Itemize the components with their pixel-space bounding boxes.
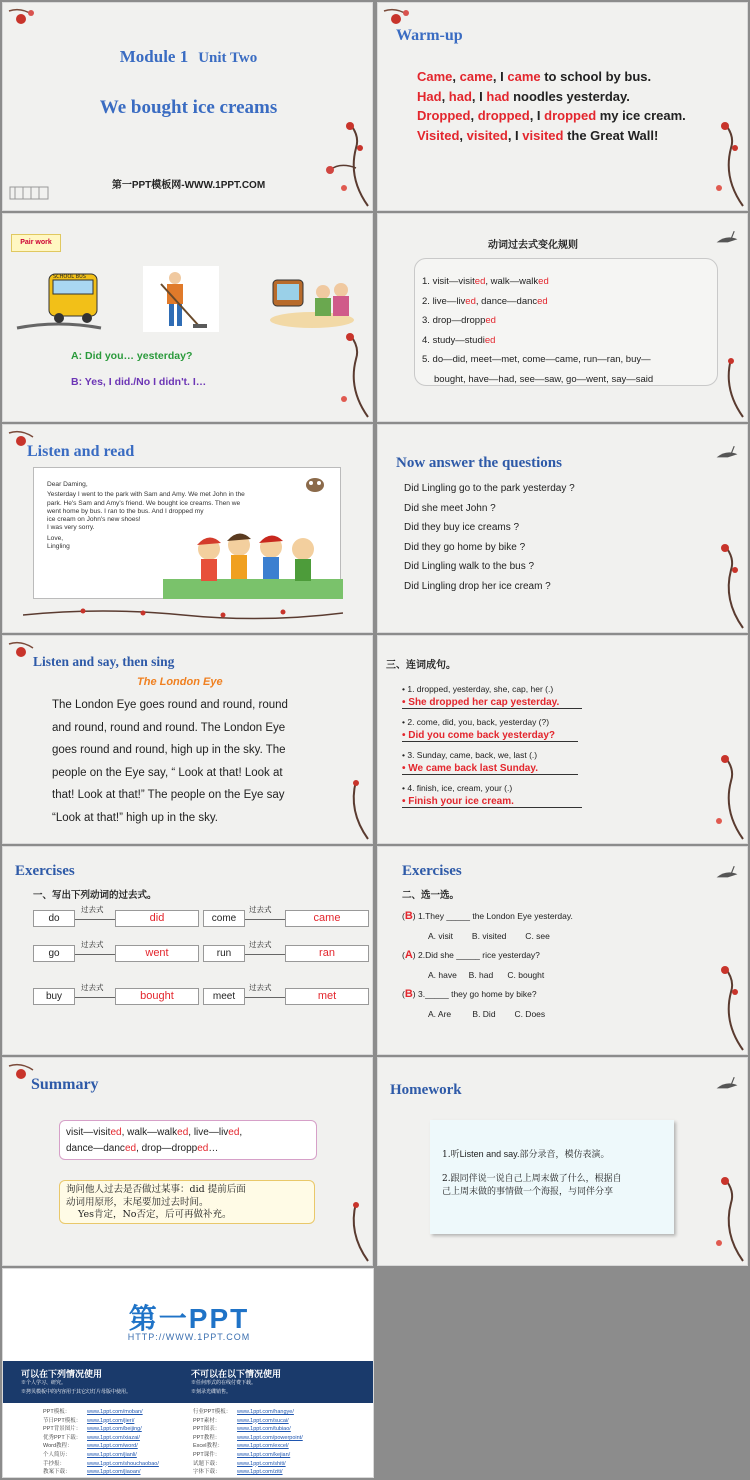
boy-mopping-icon bbox=[141, 264, 221, 334]
homework-item-2: 2.跟同伴说一说自己上周末做了什么，根据自 己上周末做的事情做一个海报，与同伴分享 bbox=[442, 1173, 622, 1197]
verb-row bbox=[33, 905, 373, 930]
choice-list bbox=[402, 907, 573, 1025]
lesson-title: We bought ice creams bbox=[99, 97, 278, 118]
sentence-answer: • Did you come back yesterday? bbox=[402, 730, 578, 742]
plum-blossom-icon bbox=[300, 751, 370, 841]
slide-13-credits[interactable] bbox=[2, 1268, 374, 1478]
past-tense-answer: did bbox=[115, 910, 199, 927]
arrow-line bbox=[245, 954, 285, 955]
rule-item: 1. visit—visited, walk—walked bbox=[422, 276, 549, 287]
cannot-use-item: ※刻录光碟销售。 bbox=[191, 1389, 232, 1395]
brand-url[interactable]: HTTP://WWW.1PPT.COM bbox=[127, 1332, 251, 1342]
cannot-use-title: 不可以在以下情况使用 bbox=[191, 1369, 282, 1379]
arrow-line bbox=[245, 919, 285, 920]
rule-item: 4. study—studied bbox=[422, 334, 496, 346]
past-tense-answer: came bbox=[285, 910, 369, 927]
question-item: Did Lingling walk to the bus ? bbox=[404, 561, 535, 573]
plum-blossom-icon bbox=[675, 329, 745, 419]
pair-work-tag: Pair work bbox=[11, 234, 61, 252]
bus-sign-label: SCHOOL BUS bbox=[53, 274, 86, 280]
slide-title: Listen and say, then sing bbox=[33, 654, 175, 669]
song-lyrics: The London Eye goes round and round, round and round, round and round. The London Eye goes round and round, high up in the sky. The people on the Eye say, “ Look at that! Look at that! Look at that!” The people on the Eye say “Look at that!” high up in the sky. bbox=[52, 699, 288, 824]
slide-1-title[interactable] bbox=[2, 2, 373, 211]
crane-icon bbox=[715, 443, 739, 467]
plum-branch-icon bbox=[23, 603, 343, 623]
question-item: Did they go home by bike ? bbox=[404, 541, 526, 553]
link-row[interactable]: 教案下载： www.1ppt.com/jiaoan/ bbox=[43, 1469, 141, 1476]
verb-word: run bbox=[203, 945, 245, 962]
warmup-lines bbox=[417, 67, 686, 145]
question-item: Did they buy ice creams ? bbox=[404, 522, 520, 534]
arrow-line bbox=[75, 919, 115, 920]
slide-title: Now answer the questions bbox=[396, 455, 562, 471]
warmup-line: Came, came, I came to school by bus. bbox=[417, 69, 652, 84]
pair-question: A: Did you… yesterday? bbox=[71, 350, 193, 362]
choice-options: A. visit B. visited C. see bbox=[428, 930, 550, 941]
link-row[interactable]: PPT背景图片： www.1ppt.com/beijing/ bbox=[43, 1426, 142, 1433]
crane-icon bbox=[715, 863, 739, 887]
slide-title: Homework bbox=[390, 1082, 462, 1098]
can-use-title: 可以在下列情况使用 bbox=[21, 1369, 103, 1379]
verb-word: buy bbox=[33, 988, 75, 1005]
link-row[interactable]: 手抄报： www.1ppt.com/shouchaobao/ bbox=[43, 1460, 159, 1467]
slide-title: Listen and read bbox=[27, 443, 135, 460]
arrow-line bbox=[75, 954, 115, 955]
arrow-line bbox=[75, 997, 115, 998]
slide-title: Summary bbox=[31, 1076, 99, 1093]
lattice-border-icon bbox=[9, 186, 49, 200]
rule-item-cont: bought, have—had, see—saw, go—went, say—said bbox=[434, 373, 654, 385]
link-row[interactable]: 个人简历： www.1ppt.com/jianli/ bbox=[43, 1451, 137, 1458]
choice-answer: A bbox=[404, 949, 413, 962]
summary-rules-box bbox=[59, 1120, 317, 1160]
plum-blossom-icon bbox=[300, 329, 370, 419]
slide-title: Warm-up bbox=[396, 27, 463, 44]
slide-4-rules[interactable] bbox=[377, 213, 748, 422]
slide-7-song[interactable] bbox=[2, 635, 373, 844]
slide-11-summary[interactable] bbox=[2, 1057, 373, 1266]
rule-item: 3. drop—dropped bbox=[422, 315, 496, 327]
warmup-line: Dropped, dropped, I dropped my ice cream. bbox=[417, 108, 686, 123]
choice-answer: B bbox=[404, 910, 413, 922]
past-tense-answer: went bbox=[115, 945, 199, 962]
slide-title: Exercises bbox=[402, 863, 462, 879]
cannot-use-item: ※任何形式的在线付费下载。 bbox=[191, 1380, 257, 1386]
site-label: 第一PPT模板网-WWW.1PPT.COM bbox=[111, 180, 266, 191]
warmup-line: Had, had, I had noodles yesterday. bbox=[417, 88, 630, 104]
exercise-instruction: 二、选一选。 bbox=[402, 890, 460, 901]
verb-word: meet bbox=[203, 988, 245, 1005]
choice-question: (A) 2.Did she _____ rice yesterday? bbox=[402, 949, 540, 962]
sentence-list bbox=[402, 684, 702, 808]
slide-title: Exercises bbox=[15, 863, 75, 879]
link-row[interactable]: PPT教程： www.1ppt.com/powerpoint/ bbox=[193, 1434, 303, 1441]
children-illustration-icon bbox=[163, 519, 343, 599]
slide-5-listen-read[interactable] bbox=[2, 424, 373, 633]
homework-list bbox=[442, 1148, 670, 1200]
arrow-label: 过去式 bbox=[81, 905, 104, 914]
verb-row bbox=[33, 940, 373, 965]
choice-answer: B bbox=[404, 988, 413, 1001]
past-tense-answer: bought bbox=[115, 988, 199, 1005]
link-row[interactable]: 优秀PPT下载： www.1ppt.com/xiazai/ bbox=[43, 1434, 140, 1441]
link-row[interactable]: PPT图表： www.1ppt.com/tubiao/ bbox=[193, 1426, 291, 1433]
question-list bbox=[404, 479, 575, 597]
crane-icon bbox=[715, 1074, 739, 1098]
rule-item: 5. do—did, meet—met, come—came, run—ran, buy— bbox=[422, 354, 651, 366]
plum-blossom-icon bbox=[675, 751, 745, 841]
can-use-item: ※个人学习、研究。 bbox=[21, 1380, 67, 1386]
arrow-label: 过去式 bbox=[249, 983, 272, 992]
sentence-answer: • We came back last Sunday. bbox=[402, 763, 578, 775]
verb-word: come bbox=[203, 910, 245, 927]
summary-rules-line: visit—visited, walk—walked, live—lived, bbox=[66, 1127, 243, 1138]
arrow-label: 过去式 bbox=[249, 905, 272, 914]
rule-item: 2. live—lived, dance—danced bbox=[422, 295, 548, 307]
links-right bbox=[193, 1408, 303, 1477]
verb-word: go bbox=[33, 945, 75, 962]
plum-blossom-icon bbox=[300, 1173, 370, 1263]
plum-blossom-icon bbox=[675, 540, 745, 630]
exercise-instruction: 一、写出下列动词的过去式。 bbox=[33, 890, 157, 901]
unit-label: Unit Two bbox=[198, 50, 258, 66]
plum-blossom-icon bbox=[675, 1173, 745, 1263]
choice-options: A. have B. had C. bought bbox=[428, 969, 545, 980]
sentence-question: • 4. finish, ice, cream, your (.) bbox=[402, 783, 513, 793]
slide-2-warm-up[interactable] bbox=[377, 2, 748, 211]
song-title: The London Eye bbox=[137, 676, 223, 688]
summary-rules-line: dance—danced, drop—dropped… bbox=[66, 1143, 219, 1154]
slide-6-questions[interactable] bbox=[377, 424, 748, 633]
question-item: Did Lingling drop her ice cream ? bbox=[404, 580, 551, 592]
link-row[interactable]: 字体下载： www.1ppt.com/ziti/ bbox=[193, 1469, 283, 1476]
module-label: Module 1 bbox=[119, 47, 189, 66]
link-row[interactable]: Excel教程： www.1ppt.com/excel/ bbox=[193, 1443, 289, 1450]
can-use-item: ※拷贝模板中的内容用于其它幻灯片母版中使用。 bbox=[21, 1389, 132, 1395]
choice-question: (B) 1.They _____ the London Eye yesterday. bbox=[402, 910, 573, 922]
arrow-label: 过去式 bbox=[249, 940, 272, 949]
sentence-question: • 3. Sunday, came, back, we, last (.) bbox=[402, 750, 538, 760]
verb-word: do bbox=[33, 910, 75, 927]
plum-blossom-icon bbox=[300, 118, 370, 208]
lantern-decoration-icon bbox=[7, 7, 47, 37]
crane-icon bbox=[715, 228, 739, 252]
family-tv-icon bbox=[267, 258, 357, 332]
slide-9-exercises-verbs[interactable] bbox=[2, 846, 373, 1055]
arrow-label: 过去式 bbox=[81, 940, 104, 949]
past-tense-answer: ran bbox=[285, 945, 369, 962]
plum-blossom-icon bbox=[675, 962, 745, 1052]
link-row[interactable]: 试题下载： www.1ppt.com/shiti/ bbox=[193, 1460, 286, 1467]
rules-list bbox=[422, 272, 653, 390]
question-item: Did she meet John ? bbox=[404, 502, 496, 514]
brand-logo: 第一PPT bbox=[128, 1303, 250, 1334]
warmup-line: Visited, visited, I visited the Great Wall! bbox=[417, 127, 659, 143]
verb-row bbox=[33, 983, 373, 1008]
sentence-answer: • Finish your ice cream. bbox=[402, 796, 582, 808]
question-item: Did Lingling go to the park yesterday ? bbox=[404, 483, 575, 494]
arrow-label: 过去式 bbox=[81, 983, 104, 992]
link-row[interactable]: Word教程： www.1ppt.com/word/ bbox=[43, 1443, 138, 1450]
sentence-question: • 2. come, did, you, back, yesterday (?) bbox=[402, 717, 550, 727]
school-bus-icon bbox=[13, 266, 103, 336]
link-row[interactable]: PPT模板： www.1ppt.com/moban/ bbox=[43, 1409, 143, 1415]
slide-8-sentences[interactable] bbox=[377, 635, 748, 844]
slide-title: 三、连词成句。 bbox=[386, 660, 456, 671]
plum-blossom-icon bbox=[675, 118, 745, 208]
sentence-answer: • She dropped her cap yesterday. bbox=[402, 697, 582, 709]
slide-12-homework[interactable] bbox=[377, 1057, 748, 1266]
link-row[interactable]: 节日PPT模板： www.1ppt.com/jieri/ bbox=[43, 1417, 135, 1424]
choice-question: (B) 3._____ they go home by bike? bbox=[402, 988, 537, 1001]
past-tense-answer: met bbox=[285, 988, 369, 1005]
summary-note-box: 询问他人过去是否做过某事：did 提前后面 动词用原形，末尾要加过去时间。 Yes肯定，No否定，后可再做补充。 bbox=[59, 1180, 315, 1224]
sentence-question: • 1. dropped, yesterday, she, cap, her (.) bbox=[402, 684, 554, 694]
links-left bbox=[43, 1408, 159, 1477]
letter-text: Dear Daming, Yesterday I went to the park with Sam and Amy. We met John in the park. He's Sam and Amy's friend. We bought ice creams. Then we went home by bus. I ran to the bus. And I dropped my ice cream on John's new shoes! I was very sorry. Love, Lingling bbox=[47, 481, 245, 551]
arrow-line bbox=[245, 997, 285, 998]
homework-item-1: 1.听Listen and say.部分录音，模仿表演。 bbox=[442, 1149, 610, 1160]
link-row[interactable]: 行业PPT模板： www.1ppt.com/hangye/ bbox=[193, 1409, 294, 1415]
slide-3-pair-work[interactable] bbox=[2, 213, 373, 422]
owl-icon bbox=[303, 473, 327, 493]
pair-answer: B: Yes, I did./No I didn't. I… bbox=[71, 376, 207, 388]
slide-10-exercises-choose[interactable] bbox=[377, 846, 748, 1055]
link-row[interactable]: PPT素材： www.1ppt.com/sucai/ bbox=[193, 1417, 289, 1424]
link-row[interactable]: PPT课件： www.1ppt.com/kejian/ bbox=[193, 1451, 291, 1458]
choice-options: A. Are B. Did C. Does bbox=[428, 1008, 546, 1019]
rules-title: 动词过去式变化规则 bbox=[488, 240, 578, 251]
